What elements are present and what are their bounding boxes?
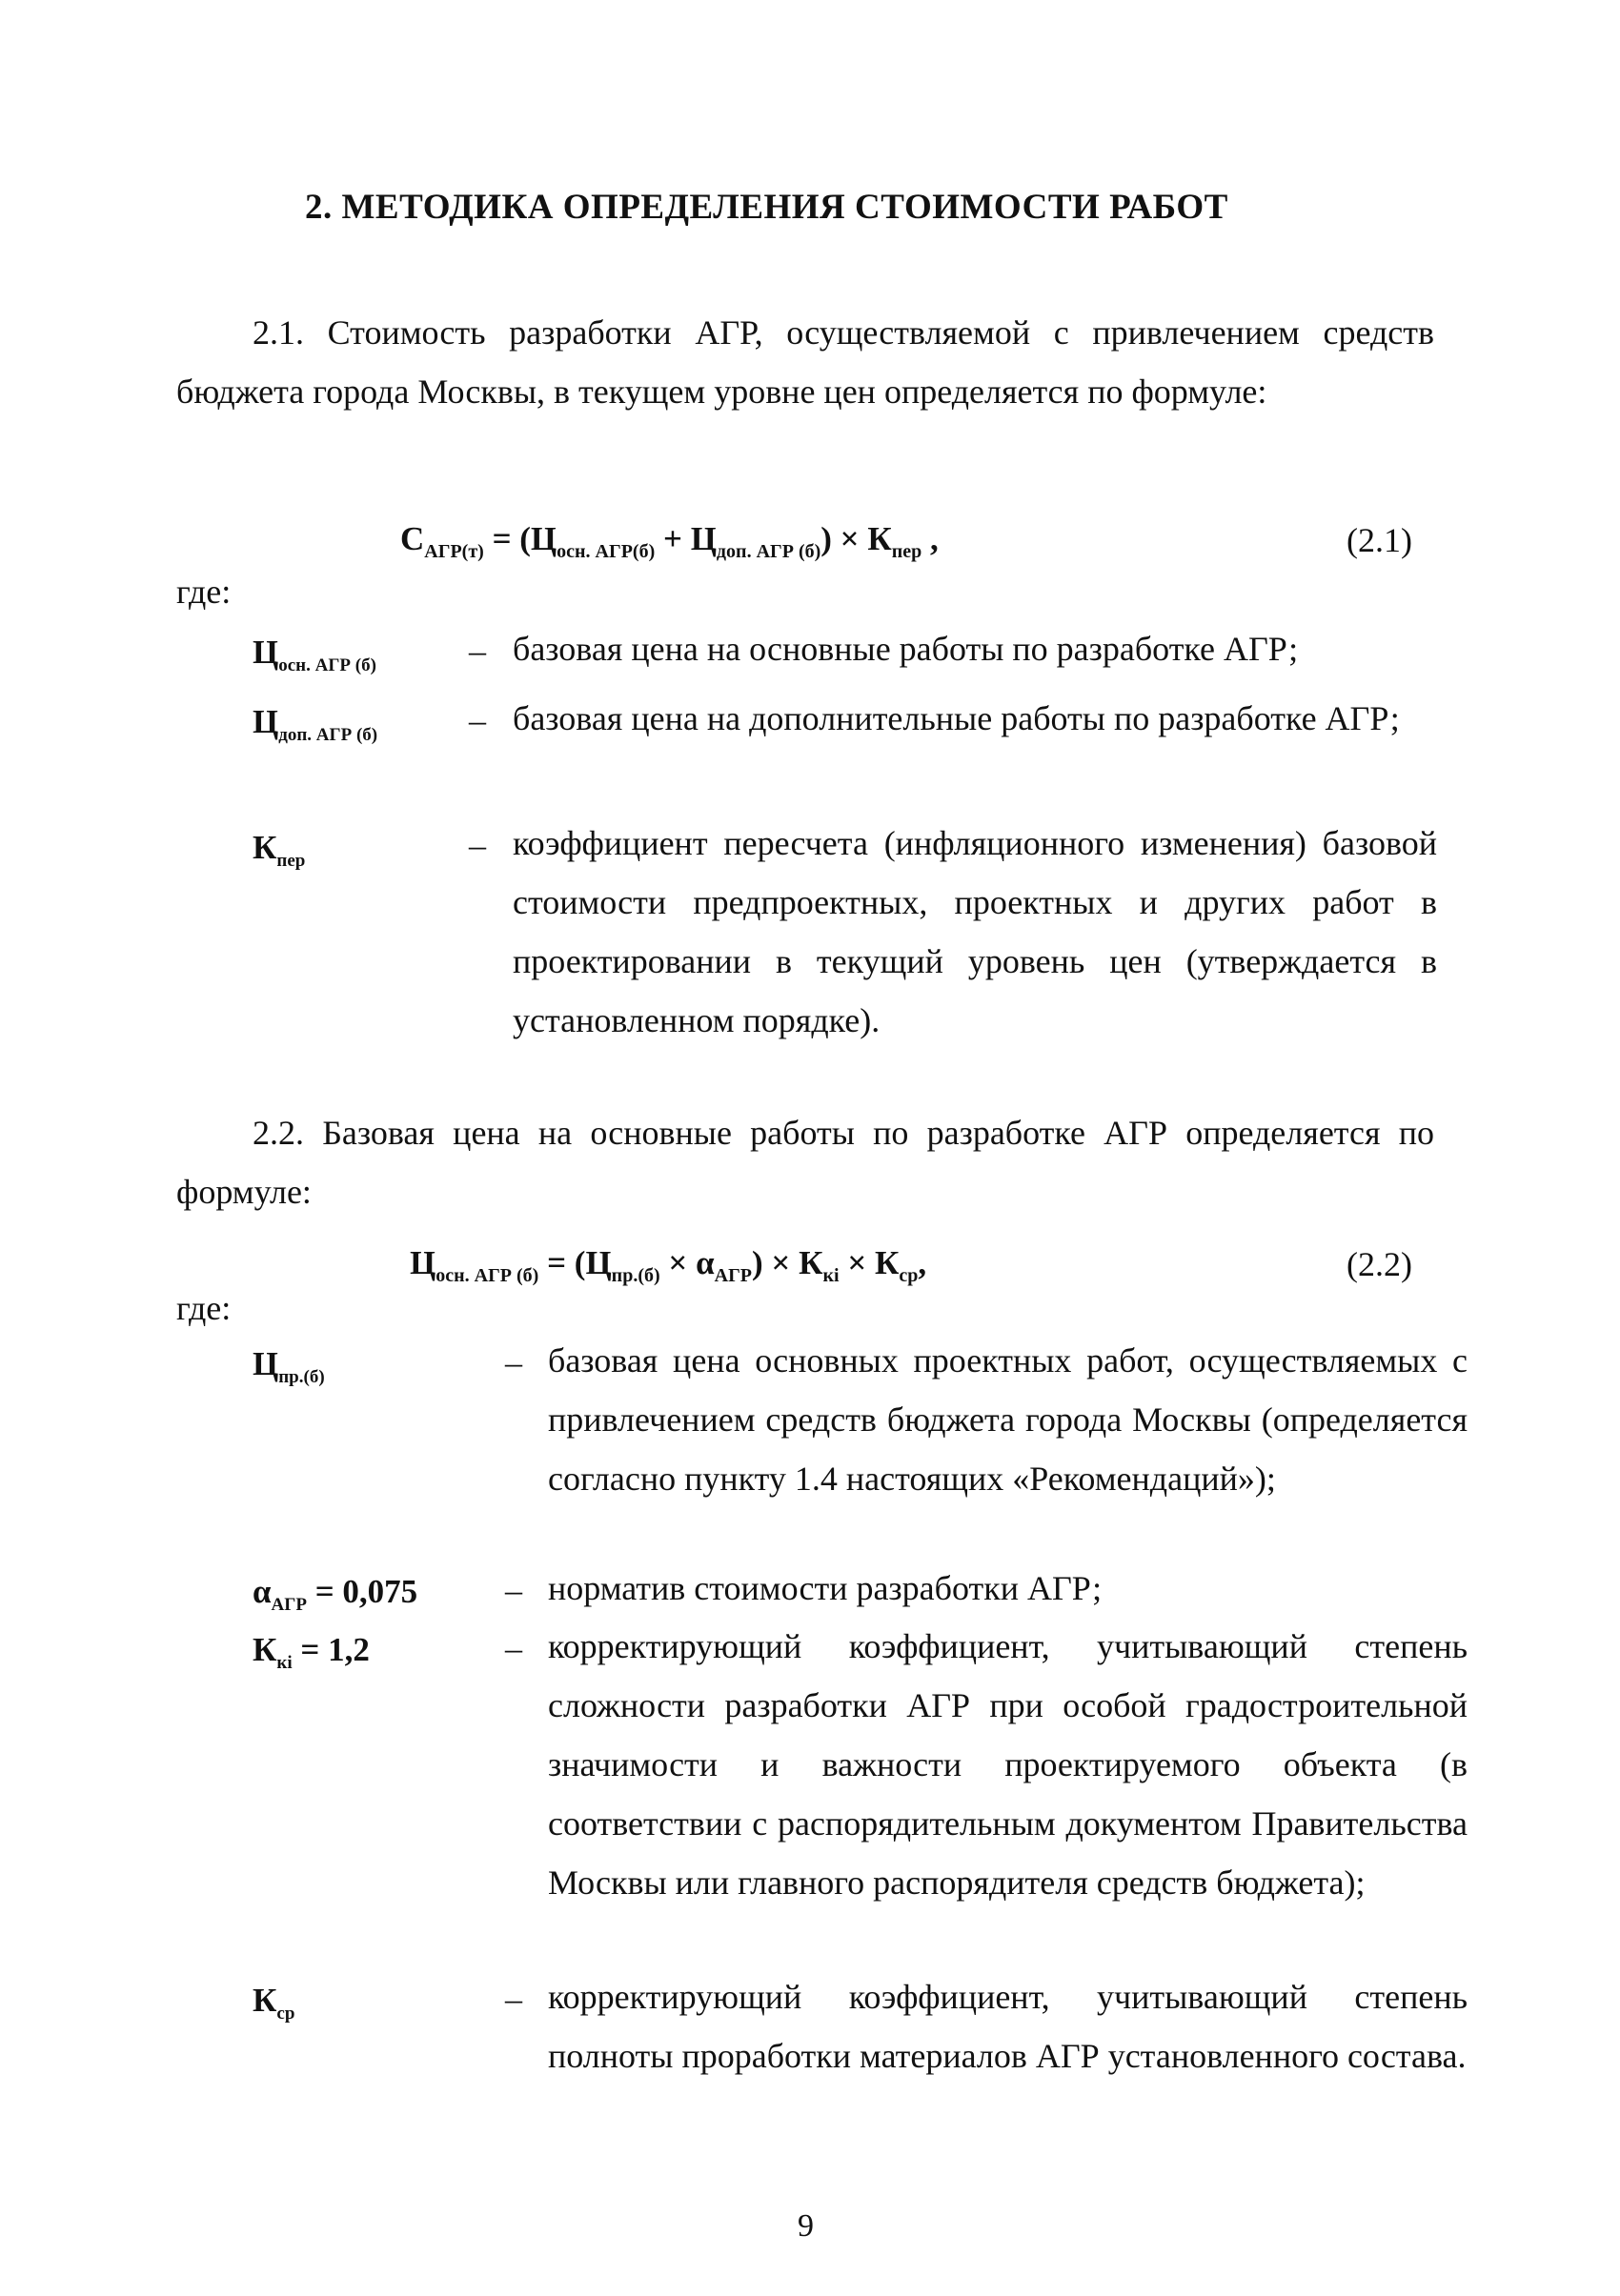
- symbol-c-dop: $Ц_{доп. АГР (б)}$: [253, 703, 378, 745]
- symbol-c-pr: $Ц_{пр.(б)}$: [253, 1345, 325, 1387]
- definition-dash: –: [505, 1571, 522, 1609]
- equation-number-2-1: (2.1): [1347, 521, 1412, 559]
- definition-c-osn: базовая цена на основные работы по разработке АГР;: [513, 630, 1299, 668]
- symbol-alpha-agr: $\alpha_{АГР} = 0,075$: [253, 1573, 418, 1615]
- paragraph-2-1: [176, 303, 1434, 421]
- symbol-k-sr: $К_{ср}$: [253, 1982, 295, 2024]
- symbol-k-per: $К_{пер}$: [253, 829, 306, 871]
- where-label-1: где:: [176, 573, 232, 611]
- definition-dash: –: [469, 826, 486, 864]
- equation-number-2-2: (2.2): [1347, 1245, 1412, 1283]
- section-heading: 2. МЕТОДИКА ОПРЕДЕЛЕНИЯ СТОИМОСТИ РАБОТ: [305, 188, 1228, 227]
- definition-dash: –: [505, 1629, 522, 1667]
- formula-2-1: $С_{АГР(т)} = (Ц_{осн. АГР(б)} + Ц_{доп. АГР (б)}) \times К_{пер}$ ,: [400, 520, 939, 562]
- definition-c-dop: базовая цена на дополнительные работы по разработке АГР;: [513, 699, 1400, 737]
- page-number: 9: [798, 2208, 814, 2244]
- definition-dash: –: [469, 632, 486, 670]
- formula-2-2: $Ц_{осн. АГР (б)} = (Ц_{пр.(б)} \times \alpha_{АГР}) \times К_{кi} \times К_{ср}$,: [410, 1244, 927, 1286]
- definition-alpha-agr: норматив стоимости разработки АГР;: [548, 1569, 1103, 1607]
- definition-dash: –: [469, 701, 486, 739]
- paragraph-2-2: [176, 1103, 1434, 1221]
- definition-k-per: коэффициент пересчета (инфляционного изменения) базовой стоимости предпроектных, проектных и других работ в проектировании в текущий уровень цен (утверждается в установленном порядке).: [513, 824, 1437, 1039]
- definition-dash: –: [505, 1980, 522, 2018]
- definition-k-sr: корректирующий коэффициент, учитывающий степень полноты проработки материалов АГР установленного состава.: [548, 1978, 1468, 2075]
- definition-dash: –: [505, 1343, 522, 1381]
- definition-c-pr: базовая цена основных проектных работ, осуществляемых с привлечением средств бюджета города Москвы (определяется согласно пункту 1.4 настоящих «Рекомендаций»);: [548, 1341, 1468, 1498]
- definition-k-ki: корректирующий коэффициент, учитывающий степень сложности разработки АГР при особой градостроительной значимости и важности проектируемого объекта (в соответствии с распорядительным документом Правительства Москвы или главного распорядителя средств бюджета);: [548, 1627, 1468, 1902]
- paragraph-2-2-text: 2.2. Базовая цена на основные работы по разработке АГР определяется по формуле:: [176, 1114, 1434, 1211]
- where-label-2: где:: [176, 1289, 232, 1327]
- symbol-c-osn: $Ц_{осн. АГР (б)}$: [253, 634, 376, 675]
- paragraph-2-1-text: 2.1. Стоимость разработки АГР, осуществляемой с привлечением средств бюджета города Москвы, в текущем уровне цен определяется по формуле:: [176, 313, 1434, 411]
- symbol-k-ki: $К_{кi} = 1,2$: [253, 1631, 370, 1673]
